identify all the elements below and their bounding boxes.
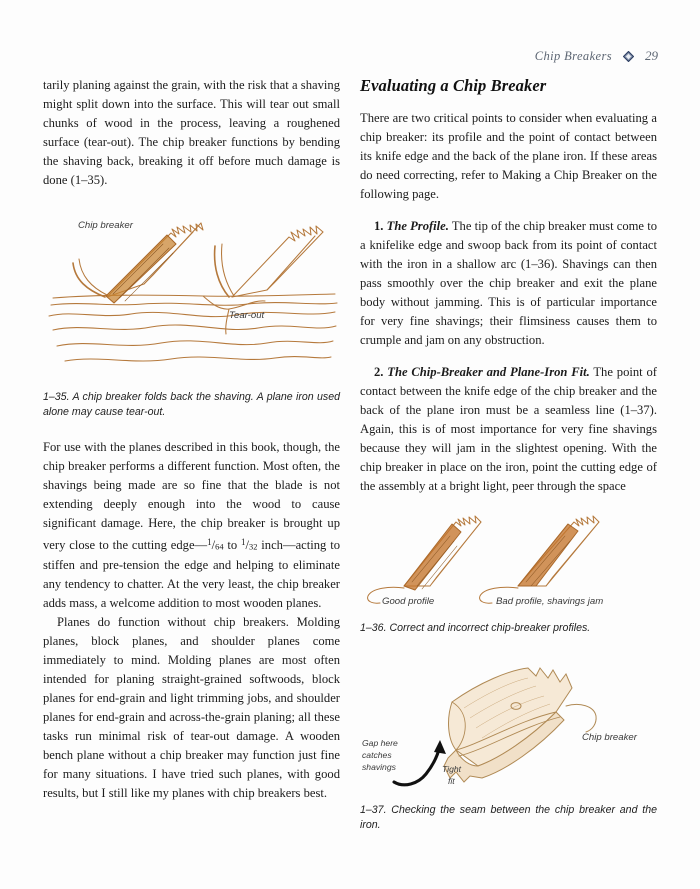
numbered-item-1 (360, 217, 657, 350)
right-column (360, 76, 657, 833)
fraction-one-sixtyfourth: $^1/_{64}$ (207, 537, 224, 552)
paragraph-1: tarily planing against the grain, with the risk that a shaving might split down into the surface. This will tear out small chunks of wood in the process, leaving a roughened surface (tear-out). The chip breaker functions by bending the shaving back, breaking it off before much damage is done (1–35). (43, 78, 340, 187)
item-2-title: The Chip-Breaker and Plane-Iron Fit. (387, 365, 590, 379)
item-1-title: The Profile. (386, 219, 449, 233)
item-2-number: 2. (374, 365, 384, 379)
figure-1-37-label-gap-line3: shavings (362, 762, 396, 772)
intro-paragraph: There are two critical points to consider when evaluating a chip breaker: its profile and the point of contact between its knife edge and the back of the plane iron. If these areas do need correcting, refer to Making a Chip Breaker on the following page. (360, 111, 657, 201)
figure-1-37-label-tight-line2: fit (448, 776, 455, 786)
paragraph-2 (43, 438, 340, 613)
figure-1-36-label-bad-profile: Bad profile, shavings jam (496, 596, 604, 607)
numbered-item-2 (360, 363, 657, 496)
item-1-number: 1. (374, 219, 384, 233)
fraction-joiner: to (223, 537, 242, 552)
figure-1-37-label-tight-line1: Tight (442, 764, 462, 774)
figure-1-37-label-gap-line1: Gap here (362, 738, 398, 748)
figure-1-37-caption: 1–37. Checking the seam between the chip breaker and the iron. (360, 804, 657, 831)
figure-1-35 (43, 206, 340, 420)
running-head (535, 48, 658, 64)
frac1-numerator: 1 (207, 537, 212, 547)
figure-1-35-artwork (43, 206, 340, 381)
diamond-icon (623, 51, 634, 62)
figure-1-37-artwork (360, 654, 657, 794)
left-column (43, 76, 340, 803)
paragraph-2-text: For use with the planes described in this book, though, the chip breaker performs a different function. Most often, the shavings being made are so fine that the blade is not extending deeply enough into the wood to cause significant damage. Here, the chip breaker is brought up very close to the cutting edge— (43, 440, 340, 552)
figure-1-36 (360, 512, 657, 636)
item-2-text: The point of contact between the knife edge of the chip breaker and the back of the plane iron must be a seamless line (1–37). Again, this is of most importance for very fine shavings because they will jam in the slightest opening. With the chip breaker in place on the iron, point the cutting edge of the assembly at a bright light, peer through the space (360, 365, 657, 493)
figure-1-37-label-gap-line2: catches (362, 750, 392, 760)
figure-1-36-artwork (360, 512, 657, 612)
item-1-text: The tip of the chip breaker must come to a knifelike edge and swoop back from its point of contact with the iron in a shallow arc (1–36). Shavings can then pass smoothly over the chip breaker and exit the plane body without jamming. This is of particular importance for very fine shavings; their flimsiness causes them to crumple and jam on any obstruction. (360, 219, 657, 347)
paragraph-3: Planes do function without chip breakers. Molding planes, block planes, and shoulder planes come immediately to mind. Molding planes are most often intended for planing straight-grained softwoods, block planes for end-grain and light trimming jobs, and shoulder planes for end-grain and across-the-grain planing; all these tasks run minimal risk of tear-out damage. A wooden bench plane without a chip breaker may function just fine for many situations. I have tried such planes, with good results, but I still like my planes with chip breakers best. (43, 615, 340, 801)
frac2-denominator: 32 (249, 542, 258, 552)
page-number: 29 (645, 48, 658, 63)
figure-1-37-label-chip-breaker: Chip breaker (582, 732, 637, 743)
figure-1-37 (360, 654, 657, 833)
section-heading: Evaluating a Chip Breaker (360, 76, 547, 95)
frac1-denominator: 64 (215, 542, 224, 552)
figure-1-36-caption: 1–36. Correct and incorrect chip-breaker profiles. (360, 622, 591, 634)
running-head-title: Chip Breakers (534, 48, 612, 63)
figure-1-35-label-chip-breaker: Chip breaker (78, 220, 133, 231)
figure-1-35-caption: 1–35. A chip breaker folds back the shaving. A plane iron used alone may cause tear-out. (43, 391, 340, 418)
paragraph-2-tail: inch—acting to stiffen and pre-tension the edge and helping to eliminate any tendency to chatter. At the very least, the chip breaker adds mass, a welcome addition to most wooden planes. (43, 537, 341, 611)
figure-1-35-label-tear-out: Tear-out (229, 310, 265, 321)
figure-1-36-label-good-profile: Good profile (382, 596, 435, 607)
fraction-one-thirtysecond: $^1/_{32}$ (241, 537, 258, 552)
frac2-numerator: 1 (241, 537, 246, 547)
